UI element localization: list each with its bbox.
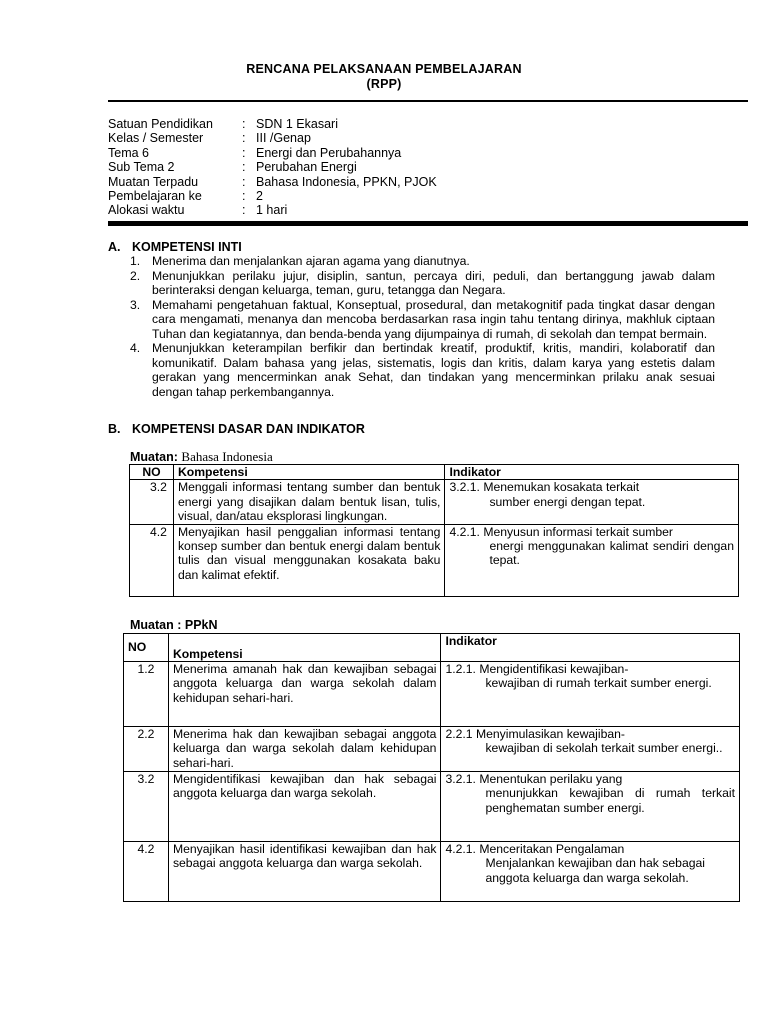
bahasa-indonesia-table <box>129 464 739 597</box>
identity-key: Muatan Terpadu <box>108 174 199 189</box>
cell-kompetensi: Mengidentifikasi kewajiban dan hak sebagai anggota keluarga dan warga sekolah. <box>168 772 441 842</box>
identity-sep: : <box>242 174 246 189</box>
indikator-first-line: Menentukan perilaku yang <box>479 772 623 786</box>
indikator-first-line: Mengidentifikasi kewajiban- <box>479 662 629 676</box>
table-header-row <box>130 465 739 480</box>
identity-sep: : <box>242 117 246 131</box>
indikator-rest: energi menggunakan kalimat sendiri dengan tepat. <box>489 539 734 568</box>
section-b-heading <box>108 422 365 436</box>
identity-value: Bahasa Indonesia, PPKN, PJOK <box>256 174 437 189</box>
identity-key: Tema 6 <box>108 145 149 160</box>
list-item-number: 2. <box>130 268 141 283</box>
cell-kompetensi: Menerima amanah hak dan kewajiban sebagai anggota keluarga dan warga sekolah dalam kehidupan sehari-hari. <box>168 662 441 727</box>
table-row <box>124 727 740 772</box>
cell-indikator <box>441 772 740 842</box>
indikator-first-line: Menyusun informasi terkait sumber <box>483 524 673 539</box>
identity-key: Satuan Pendidikan <box>108 117 213 131</box>
list-item-number: 1. <box>130 254 141 268</box>
identity-key: Sub Tema 2 <box>108 160 175 175</box>
cell-indikator <box>445 480 739 524</box>
indikator-number: 3.2.1. <box>449 480 480 495</box>
cell-no: 1.2 <box>124 662 169 727</box>
cell-no: 3.2 <box>130 480 174 524</box>
list-item-text: Menunjukkan keterampilan berfikir dan bertindak kreatif, produktif, kritis, mandiri, kolaboratif dan komunikatif. Dalam bahasa yang jelas, sistematis, logis dan kritis, dalam karya yang estetis dalam gerakan yang mencerminkan anak Sehat, dan tindakan yang mencerminkan prilaku anak sesuai dengan tahap perkembangannya. <box>152 341 715 399</box>
identity-value: Perubahan Energi <box>256 160 357 175</box>
identity-table <box>108 117 437 218</box>
list-item <box>130 298 715 342</box>
table-row <box>130 524 739 596</box>
column-header-indikator: Indikator <box>445 465 739 480</box>
identity-row <box>108 160 437 174</box>
indikator-number: 4.2.1. <box>449 524 480 539</box>
identity-key: Kelas / Semester <box>108 131 204 146</box>
column-header-indikator: Indikator <box>441 634 740 662</box>
identity-row <box>108 146 437 160</box>
section-title: KOMPETENSI INTI <box>132 240 242 254</box>
identity-value: Energi dan Perubahannya <box>256 145 402 160</box>
indikator-rest: kewajiban di rumah terkait sumber energi. <box>485 676 712 691</box>
indikator-number: 3.2.1. <box>445 772 476 786</box>
cell-indikator <box>441 727 740 772</box>
identity-sep: : <box>242 131 246 146</box>
identity-sep: : <box>242 203 246 218</box>
identity-sep: : <box>242 160 246 175</box>
table-row <box>130 480 739 524</box>
list-item-number: 4. <box>130 341 141 355</box>
cell-indikator <box>441 662 740 727</box>
cell-kompetensi: Menyajikan hasil penggalian informasi tentang konsep sumber dan bentuk energi dalam bentuk tulis dan visual menggunakan kosakata baku dan kalimat efektif. <box>173 524 444 596</box>
indikator-number: 2.2.1 <box>445 727 473 741</box>
cell-no: 2.2 <box>124 727 169 772</box>
list-item-text: Menunjukkan perilaku jujur, disiplin, santun, percaya diri, peduli, dan bertanggung jawab dalam berinteraksi dengan keluarga, teman, guru, tetangga dan Negara. <box>152 268 715 297</box>
column-header-kompetensi: Kompetensi <box>168 634 441 662</box>
document-subtitle: (RPP) <box>366 77 402 91</box>
identity-sep: : <box>242 145 246 160</box>
identity-row <box>108 175 437 189</box>
identity-value: 2 <box>256 189 263 204</box>
cell-kompetensi: Menyajikan hasil identifikasi kewajiban dan hak sebagai anggota keluarga dan warga sekolah. <box>168 842 441 902</box>
cell-kompetensi: Menggali informasi tentang sumber dan bentuk energi yang disajikan dalam bentuk lisan, tulis, visual, dan/atau eksplorasi lingkungan. <box>173 480 444 524</box>
identity-value: SDN 1 Ekasari <box>256 117 338 131</box>
identity-row <box>108 131 437 145</box>
cell-no: 3.2 <box>124 772 169 842</box>
indikator-rest: sumber energi dengan tepat. <box>489 494 646 509</box>
indikator-first-line: Menceritakan Pengalaman <box>479 842 625 856</box>
cell-no: 4.2 <box>130 524 174 596</box>
indikator-first-line: Menyimulasikan kewajiban- <box>475 727 625 741</box>
identity-rule <box>108 221 748 226</box>
identity-value: 1 hari <box>256 203 288 218</box>
list-item <box>130 254 715 269</box>
cell-no: 4.2 <box>124 842 169 902</box>
cell-indikator <box>445 524 739 596</box>
indikator-rest: kewajiban di sekolah terkait sumber energi.. <box>485 741 723 756</box>
ppkn-table <box>123 633 740 902</box>
document-title: RENCANA PELAKSANAAN PEMBELAJARAN <box>246 62 522 76</box>
list-item-text: Menerima dan menjalankan ajaran agama yang dianutnya. <box>152 254 470 268</box>
column-header-no: NO <box>124 634 169 662</box>
indikator-rest: menunjukkan kewajiban di rumah terkait penghematan sumber energi. <box>485 786 735 815</box>
table-row <box>124 842 740 902</box>
column-header-no: NO <box>130 465 174 480</box>
muatan-value: Bahasa Indonesia <box>181 449 273 464</box>
identity-value: III /Genap <box>256 131 311 146</box>
identity-row <box>108 189 437 203</box>
list-item <box>130 269 715 298</box>
identity-key: Alokasi waktu <box>108 203 185 218</box>
table-row <box>124 662 740 727</box>
indikator-number: 1.2.1. <box>445 662 476 676</box>
identity-row <box>108 117 437 131</box>
list-item-number: 3. <box>130 297 141 312</box>
indikator-rest: Menjalankan kewajiban dan hak sebagai anggota keluarga dan warga sekolah. <box>485 856 705 885</box>
section-title: KOMPETENSI DASAR DAN INDIKATOR <box>132 422 365 436</box>
list-item-text: Memahami pengetahuan faktual, Konseptual, prosedural, dan metakognitif pada tingkat dasar dengan cara mengamati, menanya dan mencoba berdasarkan rasa ingin tahu tentang dirinya, makhluk ciptaan Tuhan dan kegiatannya, dan benda-benda yang dijumpainya di rumah, di sekolah dan tempat bermain. <box>152 297 715 341</box>
identity-key: Pembelajaran ke <box>108 189 202 204</box>
header-rule <box>108 100 748 102</box>
muatan-label: Muatan: <box>130 450 178 464</box>
indikator-first-line: Menemukan kosakata terkait <box>483 480 640 495</box>
column-header-kompetensi: Kompetensi <box>173 465 444 480</box>
section-number: A. <box>108 240 121 254</box>
identity-sep: : <box>242 189 246 204</box>
cell-indikator <box>441 842 740 902</box>
section-a-heading <box>108 240 242 254</box>
kompetensi-inti-list <box>130 254 715 399</box>
table-header-row <box>124 634 740 662</box>
indikator-number: 4.2.1. <box>445 842 476 856</box>
identity-row <box>108 203 437 217</box>
section-number: B. <box>108 422 121 436</box>
list-item <box>130 341 715 399</box>
muatan-bahasa-label <box>130 449 273 465</box>
table-row <box>124 772 740 842</box>
muatan-ppkn-label: Muatan : PPkN <box>130 618 218 632</box>
cell-kompetensi: Menerima hak dan kewajiban sebagai anggota keluarga dan warga sekolah dalam kehidupan sehari-hari. <box>168 727 441 772</box>
